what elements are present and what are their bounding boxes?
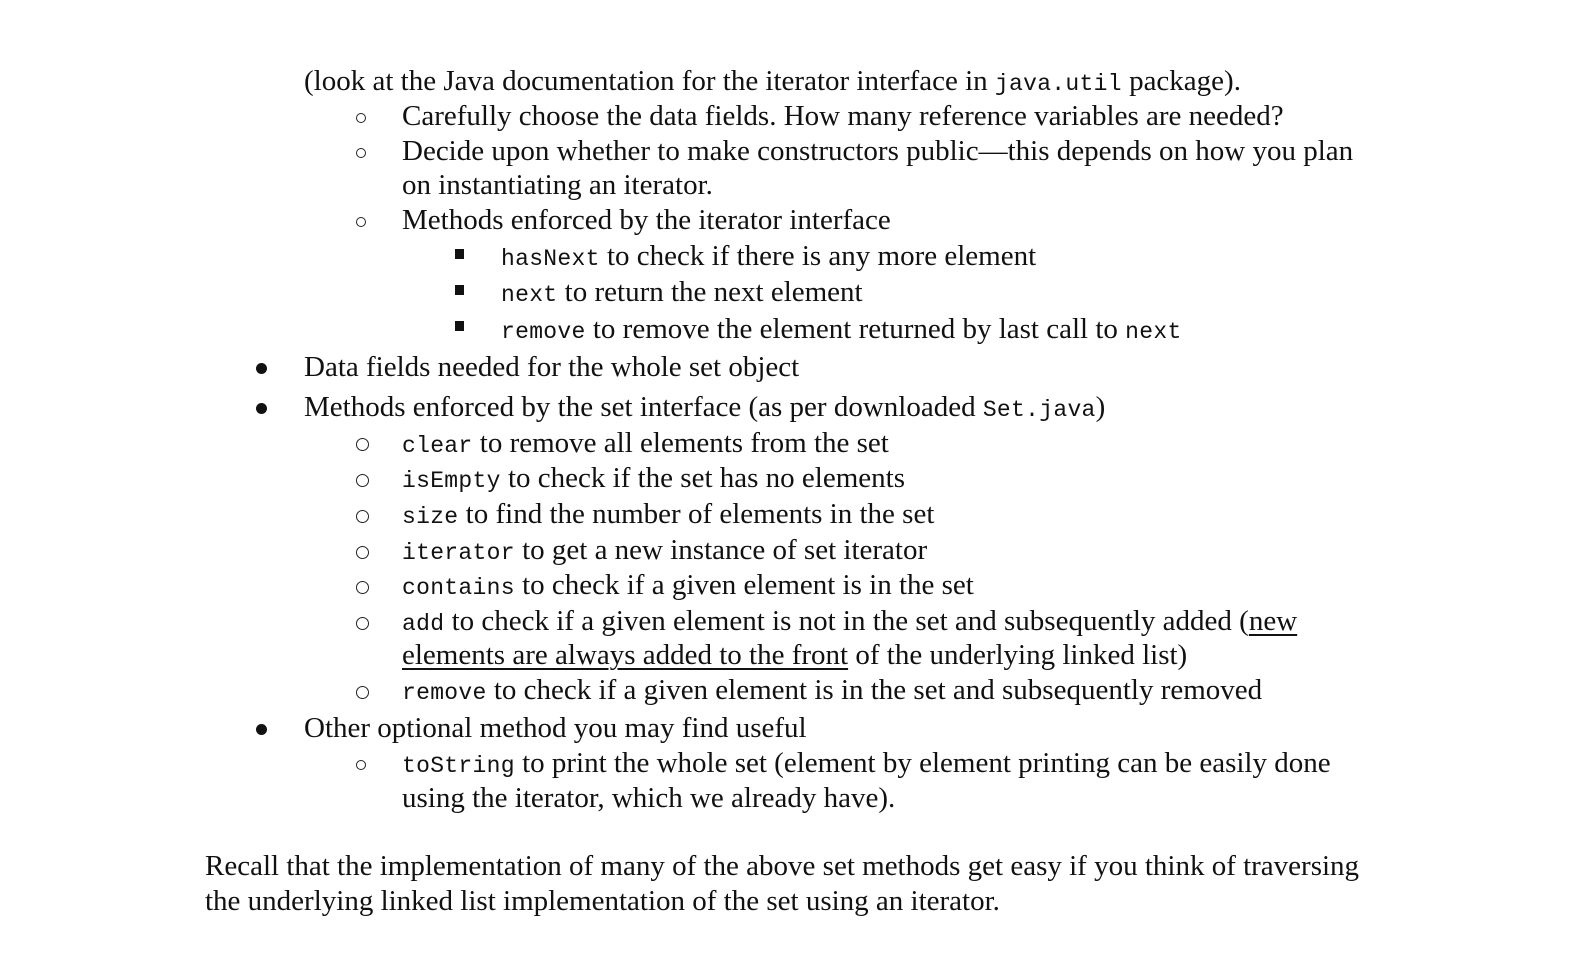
list-item [402,673,1262,710]
method-desc: to check if a given element is in the set and subsequently removed [486,674,1263,706]
method-code: remove [501,319,586,345]
circle-bullet-icon [356,438,369,451]
square-bullet-icon [455,249,464,259]
method-desc: to check if a given element is not in the set and subsequently added ( [444,605,1249,637]
list-item [402,568,974,605]
circle-bullet-icon [356,617,369,630]
method-desc: to get a new instance of set iterator [514,534,928,566]
square-bullet-icon [455,321,464,331]
method-code: clear [402,433,473,459]
method-desc: to remove the element returned by last call to [585,313,1126,345]
intro-text: package). [1121,65,1241,97]
list-item-continuation [402,168,713,202]
method-desc: to remove all elements from the set [472,427,889,459]
method-desc: to print the whole set (element by element printing can be easily done [514,747,1331,779]
square-bullet-icon [455,285,464,295]
circle-bullet-icon [356,686,369,699]
circle-bullet-icon [356,546,369,559]
list-item [402,533,927,570]
method-code: next [1125,319,1182,345]
item-text: Data fields needed for the whole set object [304,351,800,383]
disc-bullet-icon [256,363,267,374]
inline-code: Set.java [982,397,1096,423]
list-item [402,497,934,534]
paragraph-text: the underlying linked list implementation of the set using an iterator. [205,885,1000,917]
method-desc: to find the number of elements in the set [458,498,935,530]
circle-bullet-icon [356,581,369,594]
inline-code: java.util [994,71,1122,97]
method-code: toString [402,753,515,779]
item-text: ) [1095,391,1106,423]
list-item [501,275,863,312]
item-text: Other optional method you may find useful [304,712,807,744]
method-desc: using the iterator, which we already have). [402,782,896,814]
method-desc: of the underlying linked list) [848,639,1188,671]
list-item [304,711,807,745]
list-item [402,203,891,237]
underlined-text: elements are always added to the front [402,639,849,671]
item-text: Decide upon whether to make constructors public—this depends on how you plan [402,135,1354,167]
circle-bullet-icon [356,760,366,770]
intro-text: (look at the Java documentation for the iterator interface in [304,65,995,97]
underlined-text: new [1248,605,1298,637]
method-code: iterator [402,540,515,566]
item-text: Methods enforced by the set interface (as per downloaded [304,391,983,423]
item-text: Methods enforced by the iterator interface [402,204,891,236]
disc-bullet-icon [256,403,267,414]
closing-paragraph-continuation [205,884,1000,918]
circle-bullet-icon [356,510,369,523]
method-code: isEmpty [402,468,501,494]
item-text: on instantiating an iterator. [402,169,713,201]
circle-bullet-icon [356,474,369,487]
method-desc: to check if a given element is in the set [514,569,974,601]
list-item [402,461,905,498]
list-item [501,239,1036,276]
method-desc: to check if the set has no elements [500,462,905,494]
method-code: contains [402,575,515,601]
list-item [402,426,889,463]
method-code: hasNext [501,246,600,272]
method-code: add [402,611,445,637]
list-item [402,99,1284,133]
method-code: next [501,282,558,308]
list-item [304,390,1105,427]
item-text: Carefully choose the data fields. How many reference variables are needed? [402,100,1284,132]
circle-bullet-icon [356,148,366,158]
intro-line [304,64,1241,101]
list-item [304,350,799,384]
list-item [402,134,1353,168]
circle-bullet-icon [356,217,366,227]
closing-paragraph [205,849,1359,883]
method-desc: to check if there is any more element [599,240,1037,272]
list-item-continuation [402,638,1187,672]
circle-bullet-icon [356,113,366,123]
list-item-continuation [402,781,895,815]
method-desc: to return the next element [557,276,863,308]
list-item [402,604,1297,641]
paragraph-text: Recall that the implementation of many of the above set methods get easy if you think of traversing [205,850,1360,882]
disc-bullet-icon [256,724,267,735]
method-code: remove [402,680,487,706]
list-item [501,312,1182,349]
list-item [402,746,1331,783]
method-code: size [402,504,459,530]
